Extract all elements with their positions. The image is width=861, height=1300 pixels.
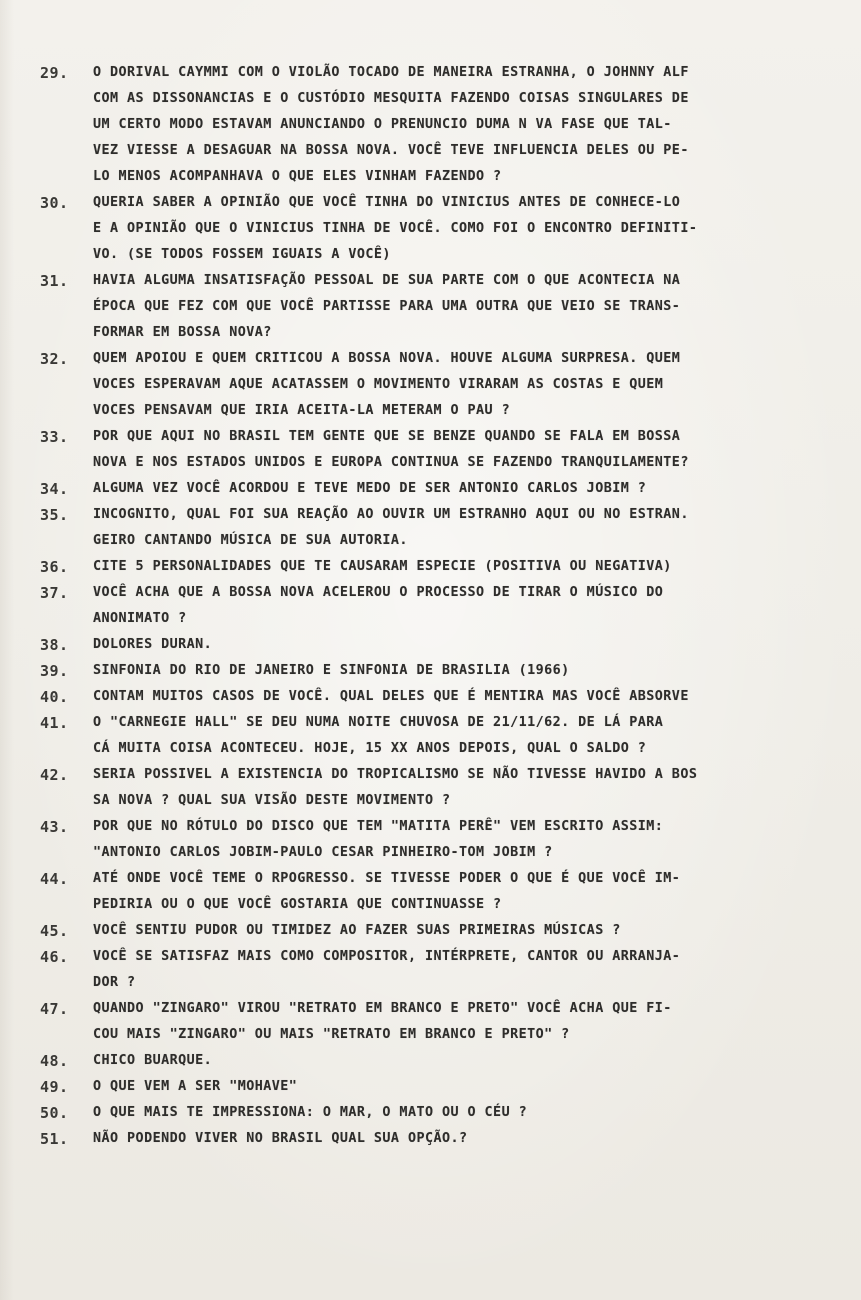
question-number: 30. [40, 194, 69, 212]
question-text-line: COM AS DISSONANCIAS E O CUSTÓDIO MESQUITA FAZENDO COISAS SINGULARES DE [93, 91, 689, 106]
question-text [93, 190, 855, 268]
question-text-line: VOCÊ ACHA QUE A BOSSA NOVA ACELEROU O PROCESSO DE TIRAR O MÚSICO DO [93, 585, 664, 600]
question-number: 34. [40, 480, 69, 498]
question-text-line: DOR ? [93, 975, 136, 990]
question-number: 51. [40, 1130, 69, 1148]
question-text-line: CÁ MUITA COISA ACONTECEU. HOJE, 15 XX ANOS DEPOIS, QUAL O SALDO ? [93, 741, 647, 756]
question-item [40, 684, 855, 710]
question-text [93, 684, 855, 710]
question-text [93, 996, 855, 1048]
question-text-line: SA NOVA ? QUAL SUA VISÃO DESTE MOVIMENTO ? [93, 793, 451, 808]
question-text [93, 944, 855, 996]
question-item [40, 658, 855, 684]
question-text [93, 580, 855, 632]
question-text [93, 476, 855, 502]
question-text [93, 60, 855, 190]
question-item [40, 346, 855, 424]
question-number: 50. [40, 1104, 69, 1122]
question-item [40, 866, 855, 918]
question-item [40, 424, 855, 476]
question-number: 48. [40, 1052, 69, 1070]
question-number: 43. [40, 818, 69, 836]
question-text [93, 658, 855, 684]
question-text [93, 762, 855, 814]
question-number: 32. [40, 350, 69, 368]
question-text [93, 424, 855, 476]
question-number: 38. [40, 636, 69, 654]
question-text-line: UM CERTO MODO ESTAVAM ANUNCIANDO O PRENUNCIO DUMA N VA FASE QUE TAL- [93, 117, 672, 132]
question-number: 33. [40, 428, 69, 446]
question-text-line: CITE 5 PERSONALIDADES QUE TE CAUSARAM ESPECIE (POSITIVA OU NEGATIVA) [93, 559, 672, 574]
question-text-line: VOCES PENSAVAM QUE IRIA ACEITA-LA METERAM O PAU ? [93, 403, 511, 418]
question-number: 45. [40, 922, 69, 940]
question-text-line: NOVA E NOS ESTADOS UNIDOS E EUROPA CONTINUA SE FAZENDO TRANQUILAMENTE? [93, 455, 689, 470]
question-text [93, 502, 855, 554]
question-number: 41. [40, 714, 69, 732]
question-text-line: ANONIMATO ? [93, 611, 187, 626]
question-item [40, 710, 855, 762]
question-text-line: "ANTONIO CARLOS JOBIM-PAULO CESAR PINHEIRO-TOM JOBIM ? [93, 845, 553, 860]
question-text-line: ALGUMA VEZ VOCÊ ACORDOU E TEVE MEDO DE SER ANTONIO CARLOS JOBIM ? [93, 481, 647, 496]
question-text [93, 554, 855, 580]
question-text-line: VO. (SE TODOS FOSSEM IGUAIS A VOCÊ) [93, 247, 391, 262]
question-item [40, 918, 855, 944]
question-item [40, 762, 855, 814]
question-number: 47. [40, 1000, 69, 1018]
question-text [93, 268, 855, 346]
question-text-line: VOCES ESPERAVAM AQUE ACATASSEM O MOVIMENTO VIRARAM AS COSTAS E QUEM [93, 377, 664, 392]
question-item [40, 1048, 855, 1074]
question-text-line: FORMAR EM BOSSA NOVA? [93, 325, 272, 340]
question-number: 40. [40, 688, 69, 706]
question-text-line: PEDIRIA OU O QUE VOCÊ GOSTARIA QUE CONTINUASSE ? [93, 897, 502, 912]
question-text-line: QUEM APOIOU E QUEM CRITICOU A BOSSA NOVA. HOUVE ALGUMA SURPRESA. QUEM [93, 351, 681, 366]
question-item [40, 944, 855, 996]
question-item [40, 1074, 855, 1100]
question-text-line: ÉPOCA QUE FEZ COM QUE VOCÊ PARTISSE PARA UMA OUTRA QUE VEIO SE TRANS- [93, 299, 681, 314]
question-text-line: HAVIA ALGUMA INSATISFAÇÃO PESSOAL DE SUA PARTE COM O QUE ACONTECIA NA [93, 273, 681, 288]
question-text [93, 814, 855, 866]
question-item [40, 554, 855, 580]
question-text [93, 632, 855, 658]
question-text-line: QUERIA SABER A OPINIÃO QUE VOCÊ TINHA DO VINICIUS ANTES DE CONHECE-LO [93, 195, 681, 210]
question-text-line: INCOGNITO, QUAL FOI SUA REAÇÃO AO OUVIR UM ESTRANHO AQUI OU NO ESTRAN. [93, 507, 689, 522]
question-item [40, 60, 855, 190]
question-number: 39. [40, 662, 69, 680]
question-number: 36. [40, 558, 69, 576]
question-text-line: CHICO BUARQUE. [93, 1053, 213, 1068]
question-number: 29. [40, 64, 69, 82]
question-item [40, 502, 855, 554]
question-text [93, 866, 855, 918]
question-text-line: COU MAIS "ZINGARO" OU MAIS "RETRATO EM BRANCO E PRETO" ? [93, 1027, 570, 1042]
question-text [93, 918, 855, 944]
question-item [40, 1100, 855, 1126]
question-text-line: SINFONIA DO RIO DE JANEIRO E SINFONIA DE BRASILIA (1966) [93, 663, 570, 678]
question-text [93, 1126, 855, 1152]
question-text-line: DOLORES DURAN. [93, 637, 213, 652]
question-text-line: SERIA POSSIVEL A EXISTENCIA DO TROPICALISMO SE NÃO TIVESSE HAVIDO A BOS [93, 767, 698, 782]
question-number: 42. [40, 766, 69, 784]
question-text-line: VOCÊ SE SATISFAZ MAIS COMO COMPOSITOR, INTÉRPRETE, CANTOR OU ARRANJA- [93, 949, 681, 964]
question-item [40, 1126, 855, 1152]
question-text-line: ATÉ ONDE VOCÊ TEME O RPOGRESSO. SE TIVESSE PODER O QUE É QUE VOCÊ IM- [93, 871, 681, 886]
question-text-line: POR QUE NO RÓTULO DO DISCO QUE TEM "MATITA PERÊ" VEM ESCRITO ASSIM: [93, 819, 664, 834]
question-text-line: O "CARNEGIE HALL" SE DEU NUMA NOITE CHUVOSA DE 21/11/62. DE LÁ PARA [93, 715, 664, 730]
question-item [40, 580, 855, 632]
question-item [40, 814, 855, 866]
question-text-line: O DORIVAL CAYMMI COM O VIOLÃO TOCADO DE MANEIRA ESTRANHA, O JOHNNY ALF [93, 65, 689, 80]
paper-edge-shadow [0, 0, 14, 1300]
question-text-line: O QUE VEM A SER "MOHAVE" [93, 1079, 298, 1094]
question-text-line: LO MENOS ACOMPANHAVA O QUE ELES VINHAM FAZENDO ? [93, 169, 502, 184]
question-item [40, 996, 855, 1048]
question-text [93, 1074, 855, 1100]
question-number: 35. [40, 506, 69, 524]
question-list [40, 60, 855, 1152]
question-text-line: O QUE MAIS TE IMPRESSIONA: O MAR, O MATO OU O CÉU ? [93, 1105, 528, 1120]
question-number: 31. [40, 272, 69, 290]
question-text-line: CONTAM MUITOS CASOS DE VOCÊ. QUAL DELES QUE É MENTIRA MAS VOCÊ ABSORVE [93, 689, 689, 704]
question-text-line: GEIRO CANTANDO MÚSICA DE SUA AUTORIA. [93, 533, 408, 548]
question-text-line: VOCÊ SENTIU PUDOR OU TIMIDEZ AO FAZER SUAS PRIMEIRAS MÚSICAS ? [93, 923, 621, 938]
question-number: 44. [40, 870, 69, 888]
question-text [93, 710, 855, 762]
question-text-line: NÃO PODENDO VIVER NO BRASIL QUAL SUA OPÇÃO.? [93, 1131, 468, 1146]
question-text-line: QUANDO "ZINGARO" VIROU "RETRATO EM BRANCO E PRETO" VOCÊ ACHA QUE FI- [93, 1001, 672, 1016]
question-item [40, 632, 855, 658]
question-text [93, 1048, 855, 1074]
question-item [40, 476, 855, 502]
question-text [93, 346, 855, 424]
question-text-line: POR QUE AQUI NO BRASIL TEM GENTE QUE SE BENZE QUANDO SE FALA EM BOSSA [93, 429, 681, 444]
question-number: 46. [40, 948, 69, 966]
question-text-line: E A OPINIÃO QUE O VINICIUS TINHA DE VOCÊ. COMO FOI O ENCONTRO DEFINITI- [93, 221, 698, 236]
question-number: 37. [40, 584, 69, 602]
question-item [40, 268, 855, 346]
question-number: 49. [40, 1078, 69, 1096]
question-text [93, 1100, 855, 1126]
question-text-line: VEZ VIESSE A DESAGUAR NA BOSSA NOVA. VOCÊ TEVE INFLUENCIA DELES OU PE- [93, 143, 689, 158]
question-item [40, 190, 855, 268]
